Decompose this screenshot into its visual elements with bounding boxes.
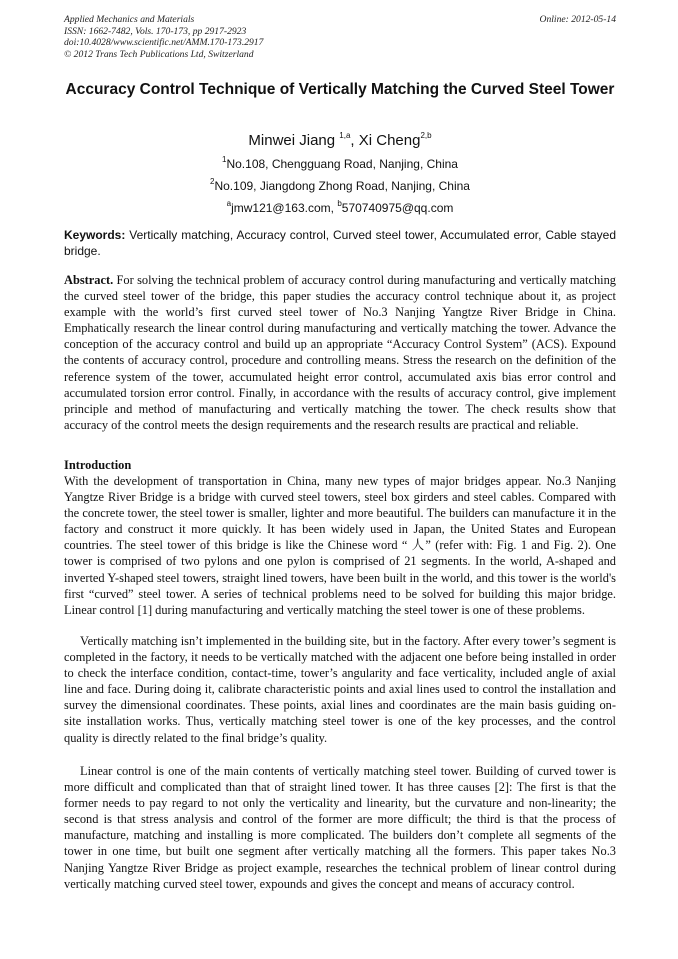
email-b: 570740975@qq.com bbox=[341, 201, 454, 215]
journal-name: Applied Mechanics and Materials bbox=[64, 14, 195, 25]
copyright-line: © 2012 Trans Tech Publications Ltd, Switzerland bbox=[64, 48, 254, 60]
author-line bbox=[64, 131, 616, 151]
affiliation-1-text: No.108, Chengguang Road, Nanjing, China bbox=[226, 157, 458, 171]
email-a: jmw121@163.com, bbox=[231, 201, 338, 215]
affiliation-1-sup: 1 bbox=[222, 155, 227, 164]
author-1-sup: 1,a bbox=[339, 131, 351, 140]
intro-paragraph-1: With the development of transportation in China, many new types of major bridges appear. No.3 Nanjing Yangtze River Bridge is a bridge with curved steel towers, steel box girders and steel cables. Compared with the concrete tower, the steel tower is smaller, lighter and more beautiful. The builders can manufacture it in the factory and construct it more quickly. It has been widely used in Japan, the United States and European countries. The steel tower of this bridge is like the Chinese word “ 人” (refer with: Fig. 1 and Fig. 2). One tower is comprised of two pylons and one pylon is comprised of 21 segments. In the world, A-shaped and inverted Y-shaped steel towers, straight lined towers, have been built in the world, and this tower is the world's first “curved” steel tower. A series of technical problems need to be solved for building this major bridge. Linear control [1] during manufacturing and vertically matching the steel tower is one of these problems. bbox=[64, 474, 616, 617]
email-a-sup: a bbox=[226, 199, 232, 208]
intro-paragraph-3: Linear control is one of the main contents of vertically matching steel tower. Building of curved tower is more difficult and complicated than that of straight lined tower. It has three causes [2]: The first is that the former needs to pay regard to not only the verticality and linearity, but the curvature and non-linearity; the second is that stress analysis and control of the former are more difficult; the third is that the process of manufacture, matching and installing is more complicated. The builders don’t complete all segments of the tower in one time, but built one segment after vertically matching all the formers. This paper takes No.3 Nanjing Yangtze River Bridge as project example, researches the technical problem of linear control during vertically matching curved steel tower, expounds and gives the concept and means of accuracy control. bbox=[64, 764, 616, 891]
keywords-label: Keywords: bbox=[64, 228, 126, 242]
email-line bbox=[64, 200, 616, 216]
journal-header bbox=[64, 14, 616, 60]
affiliation-2-sup: 2 bbox=[210, 177, 215, 186]
affiliation-2-text: No.109, Jiangdong Zhong Road, Nanjing, China bbox=[214, 179, 470, 193]
affiliation-2 bbox=[64, 178, 616, 194]
author-1-name: Minwei Jiang bbox=[248, 132, 340, 149]
abstract-text: For solving the technical problem of accuracy control during manufacturing and vertically matching the curved steel tower of the bridge, this paper studies the accuracy control technique about it, as project example with the world’s first curved steel tower of No.3 Nanjing Yangtze River Bridge in China. Emphatically research the linear control during manufacturing and vertically matching the tower. Advance the conception of the accuracy control and build up an appropriate “Accuracy Control System” (ACS). Expound the contents of accuracy control, procedure and controlling means. Stress the research on the definition of the reference system of the tower, accumulated height error control, accumulated axis bias error control and accumulated torsion error control. Finally, in accordance with the results of accuracy control, give implement principle and method of manufacturing and vertically matching the tower. The check results show that accuracy of the control meets the design requirements and the research results are practical and reliable. bbox=[64, 273, 616, 432]
author-2-sup: 2,b bbox=[420, 131, 432, 140]
intro-paragraph-2: Vertically matching isn’t implemented in the building site, but in the factory. After every tower’s segment is completed in the factory, it needs to be vertically matched with the adjacent one before being installed in order to check the interface condition, contact-time, tower’s angularity and face verticality, included angle of axial line and face. During doing it, calibrate characteristic points and axial lines used to control the installation and survey the dimensional coordinates. These points, axial lines and coordinates are the main basis guiding on-site installation works. Thus, vertically matching steel tower is one of the key processes, and the control quality is directly related to the final bridge’s quality. bbox=[64, 634, 616, 745]
online-date: Online: 2012-05-14 bbox=[539, 14, 616, 25]
author-separator: , bbox=[350, 132, 359, 149]
email-b-sup: b bbox=[337, 199, 342, 208]
affiliation-1 bbox=[64, 156, 616, 172]
keywords bbox=[64, 227, 616, 259]
paper-title: Accuracy Control Technique of Vertically Matching the Curved Steel Tower bbox=[65, 81, 615, 98]
introduction-heading: Introduction bbox=[64, 458, 132, 472]
doi-line: doi:10.4028/www.scientific.net/AMM.170-173.2917 bbox=[64, 37, 264, 48]
author-2-name: Xi Cheng bbox=[358, 132, 421, 149]
keywords-text: Vertically matching, Accuracy control, Curved steel tower, Accumulated error, Cable stayed bridge. bbox=[64, 228, 616, 258]
issn-line: ISSN: 1662-7482, Vols. 170-173, pp 2917-2923 bbox=[64, 25, 247, 37]
abstract-label: Abstract. bbox=[64, 273, 114, 287]
abstract bbox=[64, 272, 616, 433]
